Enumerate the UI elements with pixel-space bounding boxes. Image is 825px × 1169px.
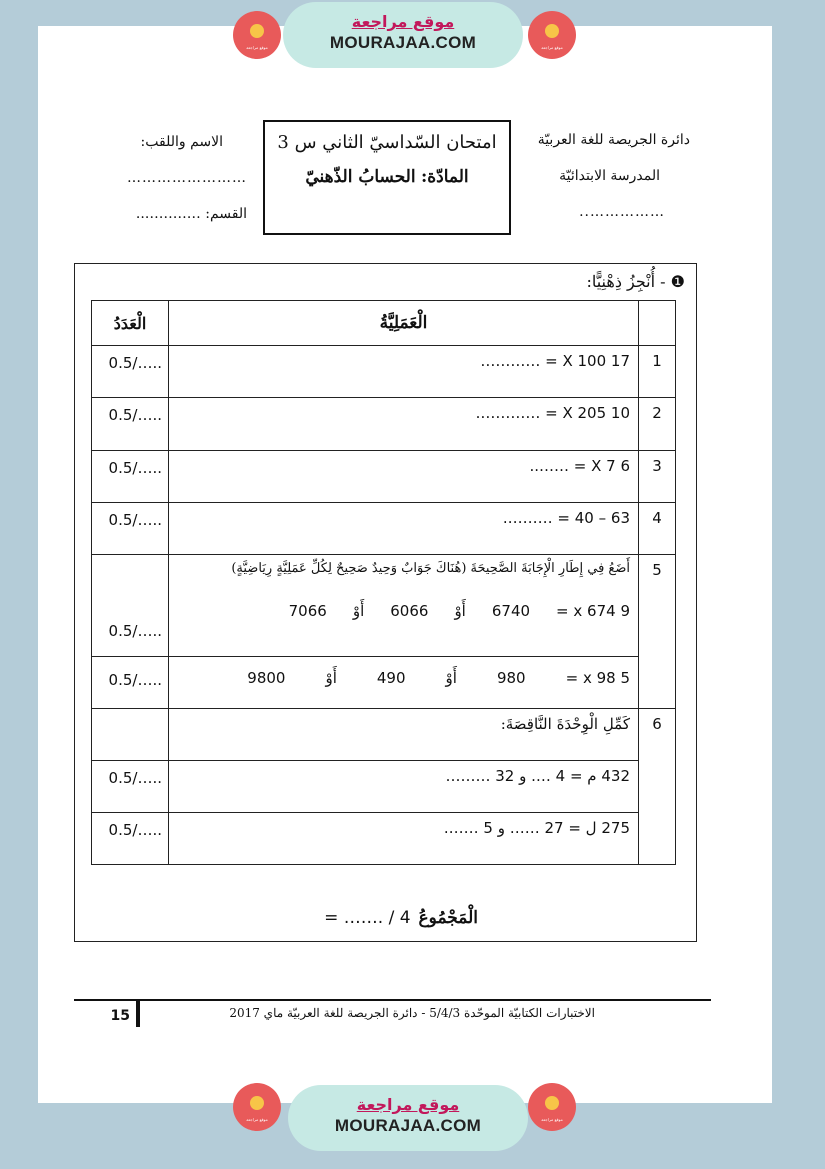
table-row — [92, 451, 676, 503]
choice-option[interactable]: 490 — [376, 669, 406, 687]
choice-option[interactable]: 980 — [496, 669, 526, 687]
subject-label: المادّة: — [420, 167, 469, 187]
subject-name: الحسابُ الذّهنيّ — [305, 167, 416, 187]
table-row — [92, 657, 676, 709]
banner-arabic: موقع مراجعة — [356, 1095, 460, 1114]
score-cell[interactable]: 0.5/….. — [92, 503, 169, 555]
or-word: أَوْ — [352, 602, 365, 620]
choice-option[interactable]: 9800 — [247, 669, 286, 687]
score-cell[interactable]: 0.5/….. — [92, 657, 169, 709]
row-number: 3 — [639, 451, 676, 503]
header-operation: الْعَمَلِيَّةُ — [169, 301, 639, 346]
name-field: …………………… — [127, 170, 247, 186]
operation-cell — [169, 555, 639, 657]
score-cell-empty — [92, 709, 169, 761]
school-dots: …………….. — [579, 204, 665, 220]
score-cell[interactable]: 0.5/….. — [92, 555, 169, 657]
operation-cell[interactable]: 6 X 7 = …….. — [169, 451, 639, 503]
row-number: 5 — [639, 555, 676, 709]
score-cell[interactable]: 0.5/….. — [92, 813, 169, 865]
choice-option[interactable]: 6066 — [390, 602, 429, 620]
table-row — [92, 761, 676, 813]
or-word: أَوْ — [325, 669, 337, 687]
site-banner-bottom[interactable] — [288, 1085, 528, 1151]
exam-title-box — [263, 120, 511, 235]
exam-title: امتحان السّداسيّ الثاني س 3 — [277, 132, 497, 153]
section-title: ❶ - أُنْجِزُ ذِهْنِيًّا: — [586, 272, 685, 291]
district-name: دائرة الجريصة للغة العربيّة — [537, 132, 690, 148]
score-cell[interactable]: 0.5/….. — [92, 398, 169, 451]
operation-cell[interactable]: 275 ل = 27 …… و 5 ……. — [169, 813, 639, 865]
logo-badge-left: موقع مراجعة — [233, 1083, 281, 1131]
page-number: 15 — [74, 1001, 140, 1027]
total-label: الْمَجْمُوعُ — [418, 908, 478, 928]
score-cell[interactable]: 0.5/….. — [92, 451, 169, 503]
table-row — [92, 709, 676, 761]
q5a-operation: 9 x 674 = — [556, 602, 630, 620]
banner-arabic: موقع مراجعة — [351, 12, 455, 31]
table-row — [92, 398, 676, 451]
footer-rule — [74, 999, 711, 1001]
table-row — [92, 346, 676, 398]
footer-text: الاختبارات الكتابيّة الموحّدة 5/4/3 - دائرة الجريصة للغة العربيّة ماي 2017 — [229, 1006, 595, 1020]
table-row — [92, 813, 676, 865]
q5b-operation: 5 x 98 = — [565, 669, 630, 687]
class-field: القسم: ………….. — [135, 206, 247, 222]
score-cell[interactable]: 0.5/….. — [92, 761, 169, 813]
school-name: المدرسة الابتدائيّة — [559, 168, 660, 184]
logo-badge-right: موقع مراجعة — [528, 11, 576, 59]
operation-cell[interactable]: 10 X 205 = …………. — [169, 398, 639, 451]
operation-cell[interactable]: 432 م = 4 …. و 32 ……… — [169, 761, 639, 813]
header-number — [639, 301, 676, 346]
row-number: 2 — [639, 398, 676, 451]
or-word: أَوْ — [454, 602, 466, 620]
site-banner-top[interactable] — [283, 2, 523, 68]
name-label: الاسم واللقب: — [140, 134, 223, 150]
banner-latin: MOURAJAA.COM — [334, 1116, 482, 1135]
logo-badge-right: موقع مراجعة — [528, 1083, 576, 1131]
header-score: الْعَدَدُ — [92, 301, 169, 346]
total-value[interactable]: = ……. / 4 — [324, 908, 411, 928]
score-cell[interactable]: 0.5/….. — [92, 346, 169, 398]
logo-badge-left: موقع مراجعة — [233, 11, 281, 59]
total-line — [324, 908, 478, 928]
q6-instruction: كَمِّلِ الْوِحْدَةَ النَّاقِصَةَ: — [169, 709, 639, 761]
row-number: 6 — [639, 709, 676, 865]
or-word: أَوْ — [445, 669, 457, 687]
operation-cell[interactable]: 17 X 100 = ………… — [169, 346, 639, 398]
choice-option[interactable]: 7066 — [288, 602, 327, 620]
table-row — [92, 503, 676, 555]
table-row — [92, 555, 676, 657]
banner-latin: MOURAJAA.COM — [329, 33, 477, 52]
choice-option[interactable]: 6740 — [491, 602, 531, 620]
row-number: 1 — [639, 346, 676, 398]
operations-table — [91, 300, 676, 865]
operation-cell — [169, 657, 639, 709]
operation-cell[interactable]: 63 – 40 = ………. — [169, 503, 639, 555]
q5-instruction: أَضَعُ فِي إِطَارِ الْإِجَابَةَ الصَّحِيحَةَ (هُنَاكَ جَوَابٌ وَحِيدٌ صَحِيحٌ لِكُلِّ عَمَلِيَّةٍ رِيَاضِيَّةٍ) — [231, 561, 630, 576]
row-number: 4 — [639, 503, 676, 555]
